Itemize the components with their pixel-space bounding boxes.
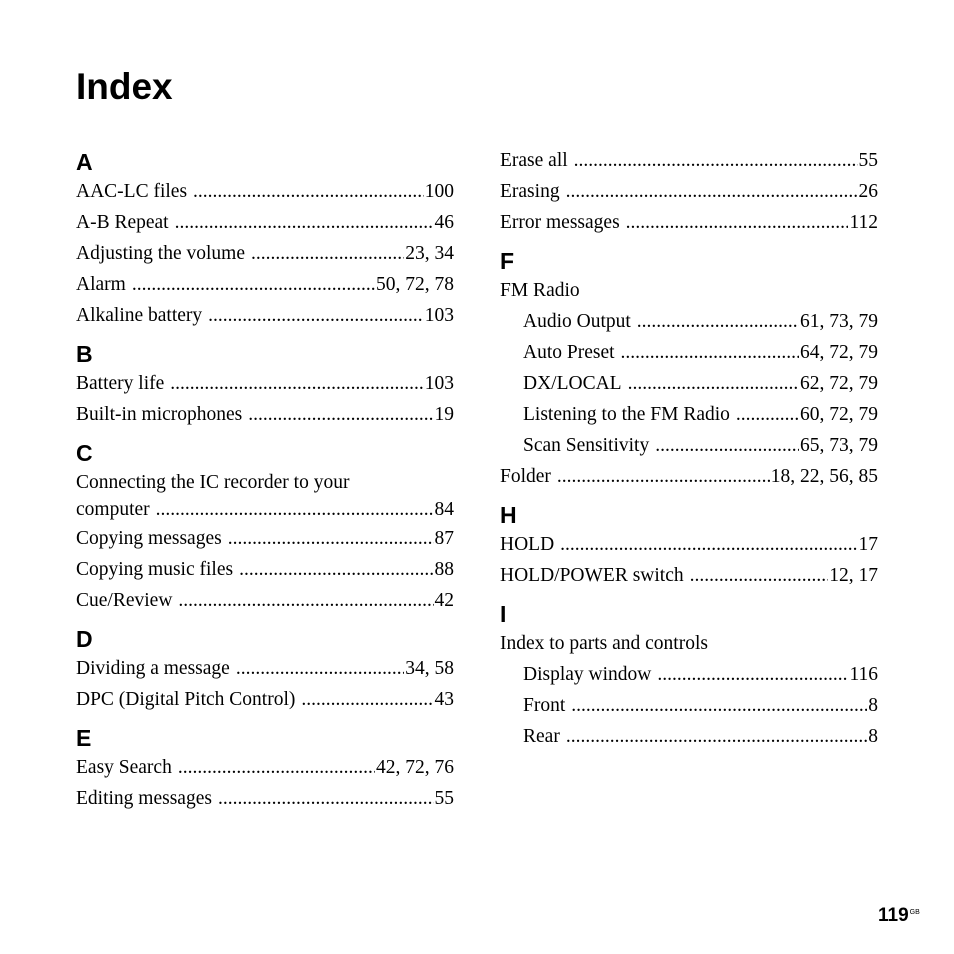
page-title: Index [76, 66, 173, 107]
index-subentry: Audio Output ..... 61, 73, 79 [500, 306, 878, 337]
index-entry: AAC-LC files ..... 100 [76, 176, 454, 207]
index-entry: A-B Repeat ..... 46 [76, 207, 454, 238]
index-subentry: Rear ..... 8 [500, 721, 878, 752]
index-entry: Error messages ..... 112 [500, 207, 878, 238]
index-subentry: Scan Sensitivity ..... 65, 73, 79 [500, 430, 878, 461]
index-entry: Index to parts and controls [500, 633, 708, 654]
index-subentry: DX/LOCAL ..... 62, 72, 79 [500, 368, 878, 399]
index-entry: Connecting the IC recorder to your computer ..... 84 [76, 467, 454, 523]
index-entry: Copying messages ..... 87 [76, 523, 454, 554]
index-subentry: Auto Preset ..... 64, 72, 79 [500, 337, 878, 368]
section-letter-c: C [76, 440, 93, 466]
section-letter-i: I [500, 601, 507, 627]
index-entry: Folder ..... 18, 22, 56, 85 [500, 461, 878, 492]
index-entry: Copying music files ..... 88 [76, 554, 454, 585]
index-entry: Built-in microphones ..... 19 [76, 399, 454, 430]
index-entry: Easy Search ..... 42, 72, 76 [76, 752, 454, 783]
index-subentry: Front ..... 8 [500, 690, 878, 721]
section-letter-b: B [76, 341, 93, 367]
index-entry: Battery life ..... 103 [76, 368, 454, 399]
index-entry: Adjusting the volume ..... 23, 34 [76, 238, 454, 269]
section-letter-a: A [76, 149, 93, 175]
index-subentry: Listening to the FM Radio ..... 60, 72, 79 [500, 399, 878, 430]
section-letter-f: F [500, 248, 515, 274]
index-entry: HOLD/POWER switch ..... 12, 17 [500, 560, 878, 591]
index-entry: Dividing a message ..... 34, 58 [76, 653, 454, 684]
index-entry: Editing messages ..... 55 [76, 783, 454, 814]
index-entry: Alkaline battery ..... 103 [76, 300, 454, 331]
index-entry: DPC (Digital Pitch Control) ..... 43 [76, 684, 454, 715]
section-letter-d: D [76, 626, 93, 652]
index-entry: FM Radio [500, 280, 580, 301]
section-letter-h: H [500, 502, 517, 528]
page-number-suffix: GB [909, 909, 920, 916]
index-entry: HOLD ..... 17 [500, 529, 878, 560]
page-number: $119^{GB}$ [878, 905, 920, 926]
index-entry: Alarm ..... 50, 72, 78 [76, 269, 454, 300]
index-column-right [500, 145, 878, 752]
index-entry: Erasing ..... 26 [500, 176, 878, 207]
index-column-left [76, 145, 454, 814]
section-letter-e: E [76, 725, 92, 751]
index-subentry: Display window ..... 116 [500, 659, 878, 690]
index-entry: Cue/Review ..... 42 [76, 585, 454, 616]
index-entry: Erase all ..... 55 [500, 145, 878, 176]
